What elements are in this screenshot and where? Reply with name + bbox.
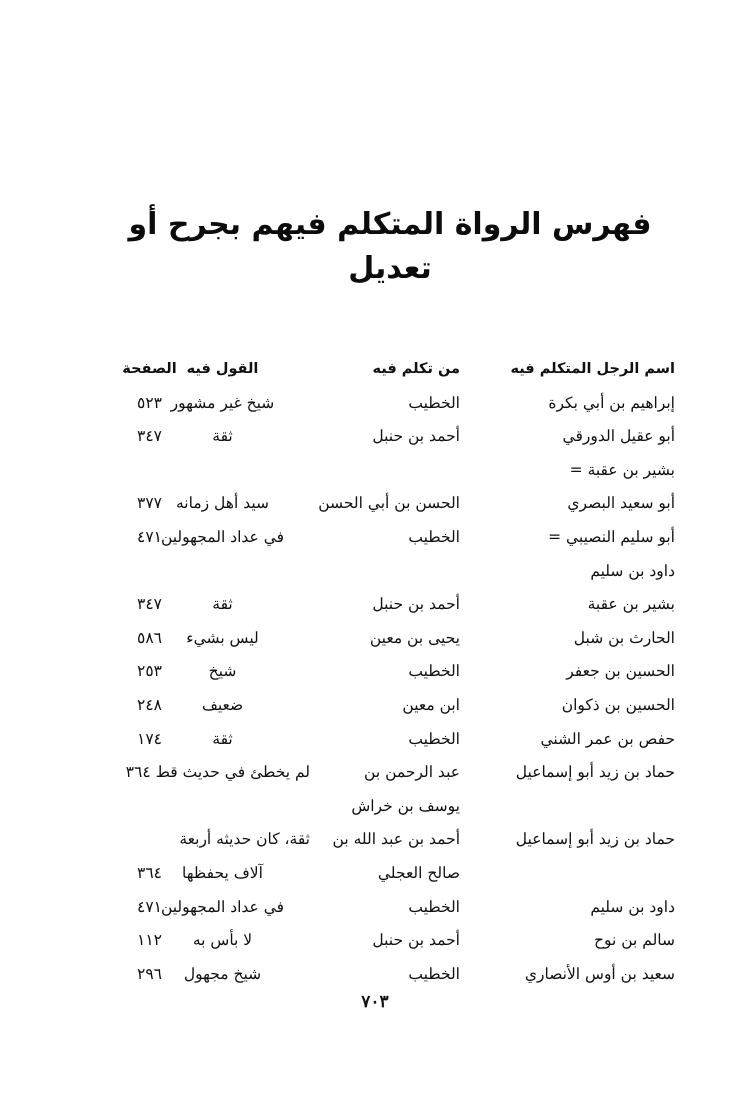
table-row [0,958,750,992]
row-by: الحسن بن أبي الحسن [318,494,460,513]
table-row [0,790,750,824]
row-said: ضعيف [201,695,244,714]
row-said: ثقة، كان حديثه أربعة [179,830,310,849]
table-row [0,891,750,925]
row-page: ١٧٤ [137,729,162,748]
row-page [117,756,182,790]
page-number: ٧٠٣ [361,992,389,1012]
row-by: الخطيب [408,527,460,546]
table-row [0,454,750,488]
row-name: أبو سليم النصيبي = [548,527,675,546]
row-page: ٣٧٧ [137,494,162,513]
table-row [0,655,750,689]
row-name: أبو سعيد البصري [567,494,675,513]
row-page [117,823,182,857]
row-by: الخطيب [408,393,460,412]
row-by: أحمد بن حنبل [372,427,460,446]
row-name: سالم بن نوح [593,931,675,950]
table-row [0,521,750,555]
table-row [0,756,750,790]
table-row [0,555,750,589]
row-said: في عداد المجهولين [160,897,285,916]
table-row [0,723,750,757]
row-page: ٣٦٤ [137,863,162,882]
row-said: ليس بشيء [186,628,259,647]
row-by [340,454,460,488]
row-name: بشير بن عقبة = [569,460,675,479]
row-name: داود بن سليم [590,897,675,916]
table-row [0,622,750,656]
table-row [0,420,750,454]
row-by: أحمد بن حنبل [372,595,460,614]
row-by: أحمد بن عبد الله بن [332,830,460,849]
row-name: حماد بن زيد أبو إسماعيل [515,830,675,849]
header-page: الصفحة [122,361,177,377]
row-said: شيخ [208,662,237,681]
row-by: الخطيب [408,964,460,983]
row-by [340,555,460,589]
table-row [0,487,750,521]
row-name: الحسين بن جعفر [566,662,675,681]
row-said: آلاف يحفظها [182,863,263,882]
row-said: لا بأس به [192,931,253,950]
row-page: ٢٤٨ [137,695,162,714]
row-said: ثقة [212,729,233,748]
table-row [0,857,750,891]
row-page: ٢٩٦ [137,964,162,983]
row-name: داود بن سليم [590,561,675,580]
row-by: الخطيب [408,897,460,916]
table-row [0,924,750,958]
row-page [117,790,182,824]
page-title: فهرس الرواة المتكلم فيهم بجرح أو تعديل [128,207,652,286]
row-by: أحمد بن حنبل [372,931,460,950]
row-page: ٥٢٣ [137,393,162,412]
row-said: في عداد المجهولين [160,527,285,546]
row-by: يوسف بن خراش [351,796,460,815]
row-page: ٤٧١ [137,897,162,916]
row-name [475,790,675,824]
row-name: حماد بن زيد أبو إسماعيل [515,763,675,782]
row-said: ثقة [212,595,233,614]
row-page: ٣٤٧ [137,427,162,446]
row-by: صالح العجلي [377,863,460,882]
row-page [117,454,182,488]
row-by: يحيى بن معين [369,628,460,647]
row-page: ٥٨٦ [137,628,162,647]
row-by: الخطيب [408,662,460,681]
narrators-index-table [0,353,750,991]
row-name: حفص بن عمر الشني [540,729,675,748]
row-page: ٣٤٧ [137,595,162,614]
table-row [0,387,750,421]
row-said: شيخ غير مشهور [170,393,275,412]
row-name [475,857,675,891]
row-by: الخطيب [408,729,460,748]
row-page: ١١٢ [137,931,162,950]
row-name: بشير بن عقبة [587,595,675,614]
row-said: ثقة [212,427,233,446]
row-by: عبد الرحمن بن [364,763,460,782]
row-by: ابن معين [402,695,460,714]
row-name: سعيد بن أوس الأنصاري [524,964,675,983]
header-name: اسم الرجل المتكلم فيه [510,361,675,377]
table-row [0,823,750,857]
row-page: ٤٧١ [137,527,162,546]
row-page [117,555,182,589]
row-said: لم يخطئ في حديث قط ٣٦٤ [125,763,310,782]
table-header-row [0,353,750,387]
header-said: القول فيه [186,361,259,377]
table-row [0,689,750,723]
row-name: الحارث بن شبل [573,628,675,647]
table-row [0,588,750,622]
row-name: إبراهيم بن أبي بكرة [548,393,675,412]
row-name: الحسين بن ذكوان [561,695,675,714]
header-by: من تكلم فيه [372,361,460,377]
row-said: سيد أهل زمانه [175,494,269,513]
row-said: شيخ مجهول [183,964,262,983]
row-name: أبو عقيل الدورقي [562,427,675,446]
row-page: ٢٥٣ [137,662,162,681]
